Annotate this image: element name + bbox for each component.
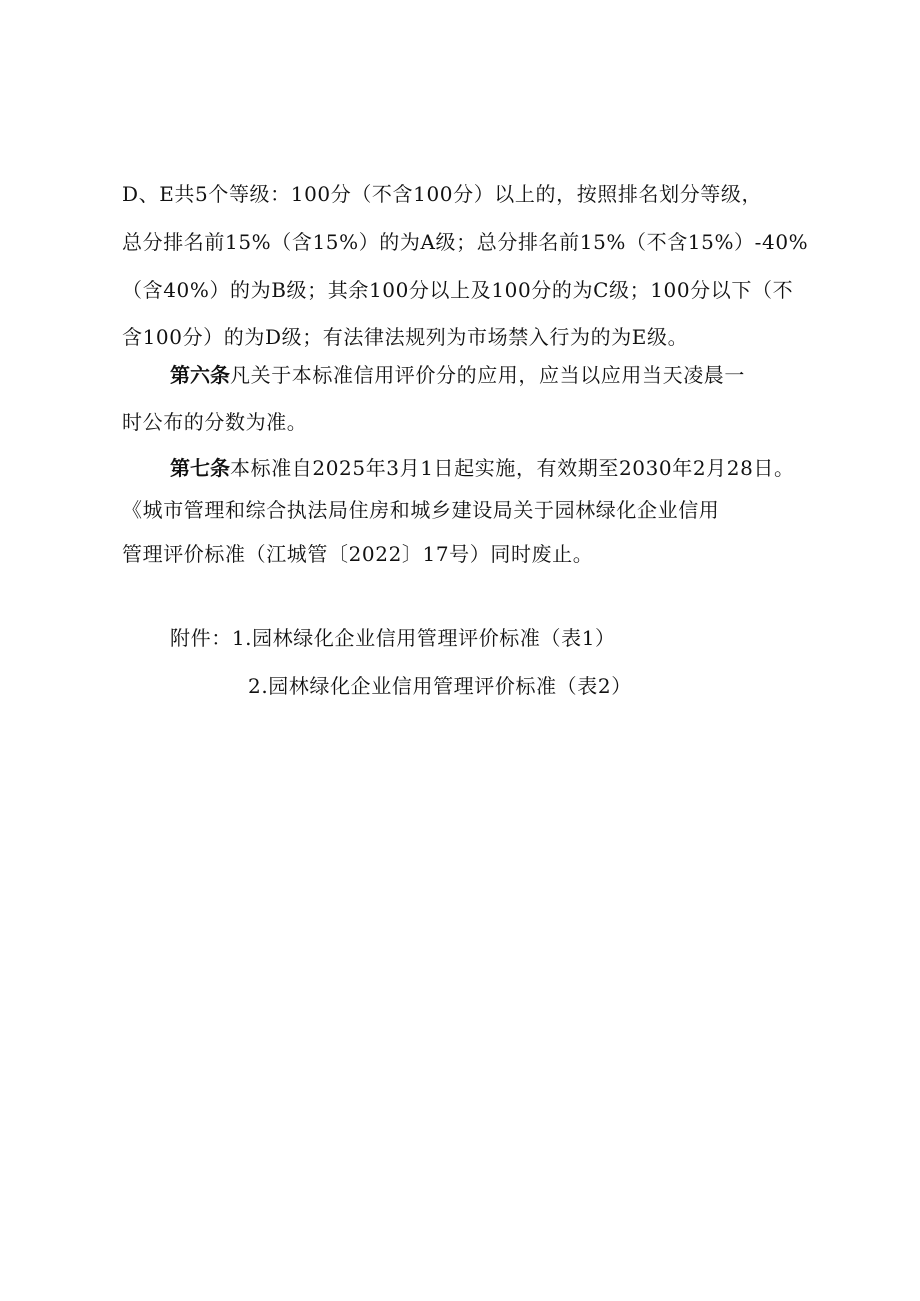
article-6-line-2: 时公布的分数为准。 — [122, 410, 308, 434]
attachment-label: 附件： — [170, 626, 232, 650]
paragraph-line-3: （含40%）的为B级；其余100分以上及100分的为C级；100分以下（不 — [122, 278, 794, 302]
attachment-item-2: 2.园林绿化企业信用管理评价标准（表2） — [248, 674, 632, 698]
attachment-item-1: 1.园林绿化企业信用管理评价标准（表1） — [231, 626, 616, 650]
article-6-heading: 第六条 — [170, 363, 230, 387]
paragraph-line-2: 总分排名前15%（含15%）的为A级；总分排名前15%（不含15%）-40% — [122, 230, 809, 254]
article-7-line-1 — [170, 454, 795, 482]
attachment-line-1 — [170, 624, 616, 652]
article-7-heading: 第七条 — [170, 456, 230, 480]
article-6-line-1 — [170, 361, 745, 389]
article-7-line-3: 管理评价标准（江城管〔2022〕17号）同时废止。 — [122, 542, 594, 566]
paragraph-line-1: D、E共5个等级：100分（不含100分）以上的，按照排名划分等级， — [122, 182, 763, 206]
paragraph-line-4: 含100分）的为D级；有法律法规列为市场禁入行为的为E级。 — [122, 325, 689, 349]
article-7-text-1: 本标准自2025年3月1日起实施，有效期至2030年2月28日。 — [230, 456, 795, 480]
article-7-line-2: 《城市管理和综合执法局住房和城乡建设局关于园林绿化企业信用 — [122, 498, 720, 522]
article-6-text-1: 凡关于本标准信用评价分的应用，应当以应用当天凌晨一 — [230, 363, 745, 387]
